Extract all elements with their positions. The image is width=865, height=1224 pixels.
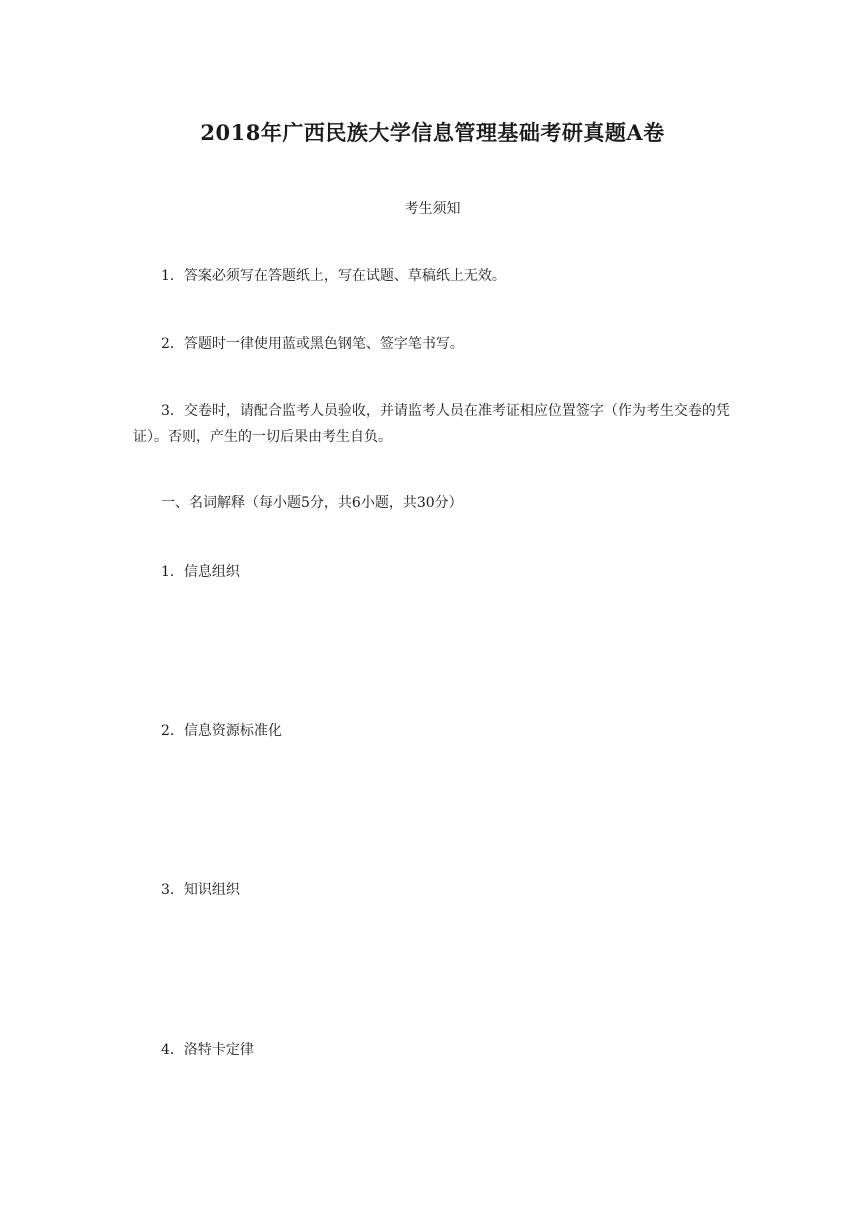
question-1: 1．信息组织	[161, 564, 240, 580]
page-title: 2018年广西民族大学信息管理基础考研真题A卷	[200, 120, 665, 145]
question-3: 3．知识组织	[161, 882, 240, 898]
question-4: 4．洛特卡定律	[161, 1042, 254, 1058]
notice-item-1: 1．答案必须写在答题纸上，写在试题、草稿纸上无效。	[161, 268, 506, 284]
notice-heading: 考生须知	[404, 201, 461, 217]
notice-item-3: 3．交卷时，请配合监考人员验收，并请监考人员在准考证相应位置签字（作为考生交卷的凭证）。否则，产生的一切后果由考生自负。	[133, 403, 730, 445]
section-heading: 一、名词解释（每小题5分，共6小题，共30分）	[161, 495, 463, 511]
question-2: 2．信息资源标准化	[161, 723, 282, 739]
notice-item-2: 2．答题时一律使用蓝或黑色钢笔、签字笔书写。	[161, 336, 464, 352]
